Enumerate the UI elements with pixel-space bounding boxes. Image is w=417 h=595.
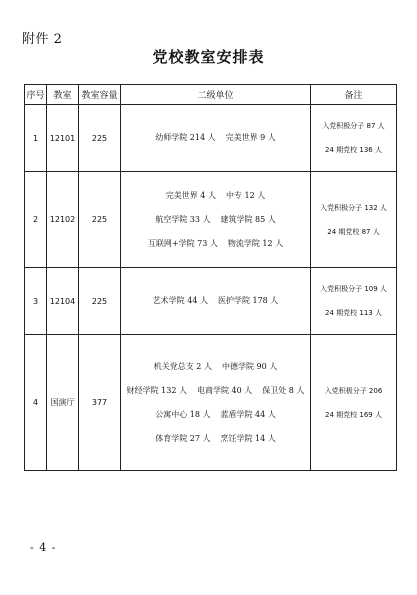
department-entry: 保卫处 8 人 <box>262 385 305 395</box>
row-departments <box>121 105 311 172</box>
department-entry: 航空学院 33 人 <box>155 214 211 224</box>
row-departments <box>121 172 311 268</box>
note-entry: 入党积极分子 87 人 <box>322 122 385 130</box>
department-entry: 烹饪学院 14 人 <box>220 433 276 443</box>
row-index: 2 <box>25 172 47 268</box>
department-entry: 中德学院 90 人 <box>221 361 278 371</box>
note-entry: 入党积极分子 132 人 <box>320 203 387 212</box>
page-title: 党校教室安排表 <box>152 48 265 66</box>
department-entry: 财经学院 132 人 <box>126 385 187 395</box>
department-entry: 中专 12 人 <box>225 190 266 200</box>
row-room: 国演厅 <box>47 335 79 471</box>
department-entry: 体育学院 27 人 <box>155 433 211 443</box>
department-entry: 电商学院 40 人 <box>196 385 253 395</box>
department-line <box>121 379 310 403</box>
department-line <box>121 208 310 232</box>
table-row <box>25 105 397 172</box>
department-line <box>121 355 310 379</box>
department-entry: 完美世界 4 人 <box>165 190 216 200</box>
table-header-row <box>25 85 397 105</box>
column-header-notes: 备注 <box>311 85 397 105</box>
row-room: 12102 <box>47 172 79 268</box>
row-notes <box>311 172 397 268</box>
column-header-capacity: 教室容量 <box>79 85 121 105</box>
department-entry: 机关党总支 2 人 <box>153 361 212 371</box>
department-line <box>121 232 310 256</box>
note-entry: 24 期党校 169 人 <box>325 410 382 419</box>
row-capacity: 225 <box>79 105 121 172</box>
note-entry: 24 期党校 87 人 <box>327 227 380 236</box>
row-notes <box>311 105 397 172</box>
department-line <box>121 184 310 208</box>
note-entry: 24 期党校 113 人 <box>325 309 382 317</box>
row-departments <box>121 335 311 471</box>
column-header-index: 序号 <box>25 85 47 105</box>
note-entry: 入党积极分子 109 人 <box>320 285 387 293</box>
row-notes <box>311 335 397 471</box>
department-entry: 医护学院 178 人 <box>217 296 279 305</box>
note-entry: 24 期党校 136 人 <box>325 146 382 154</box>
table-row <box>25 172 397 268</box>
department-entry: 公寓中心 18 人 <box>155 409 211 419</box>
row-departments <box>121 268 311 335</box>
row-index: 3 <box>25 268 47 335</box>
classroom-schedule-table <box>24 84 397 471</box>
table-body <box>25 105 397 471</box>
department-line <box>121 126 310 150</box>
note-entry: 入党积极分子 206 <box>324 386 383 395</box>
department-line <box>121 403 310 427</box>
row-room: 12104 <box>47 268 79 335</box>
row-capacity: 377 <box>79 335 121 471</box>
table-row <box>25 335 397 471</box>
row-capacity: 225 <box>79 268 121 335</box>
attachment-label: 附件 2 <box>22 32 63 47</box>
column-header-room: 教室 <box>47 85 79 105</box>
department-entry: 蓝盾学院 44 人 <box>220 409 276 419</box>
page-number: - 4 - <box>30 541 57 554</box>
department-line <box>121 289 310 313</box>
table-row <box>25 268 397 335</box>
department-entry: 互联网+学院 73 人 <box>147 238 218 248</box>
row-index: 4 <box>25 335 47 471</box>
row-room: 12101 <box>47 105 79 172</box>
department-line <box>121 427 310 451</box>
department-entry: 建筑学院 85 人 <box>220 214 276 224</box>
row-index: 1 <box>25 105 47 172</box>
department-entry: 艺术学院 44 人 <box>152 296 208 305</box>
department-entry: 完美世界 9 人 <box>225 133 276 142</box>
row-notes <box>311 268 397 335</box>
department-entry: 物流学院 12 人 <box>227 238 284 248</box>
column-header-departments: 二级单位 <box>121 85 311 105</box>
row-capacity: 225 <box>79 172 121 268</box>
department-entry: 幼师学院 214 人 <box>155 133 216 142</box>
